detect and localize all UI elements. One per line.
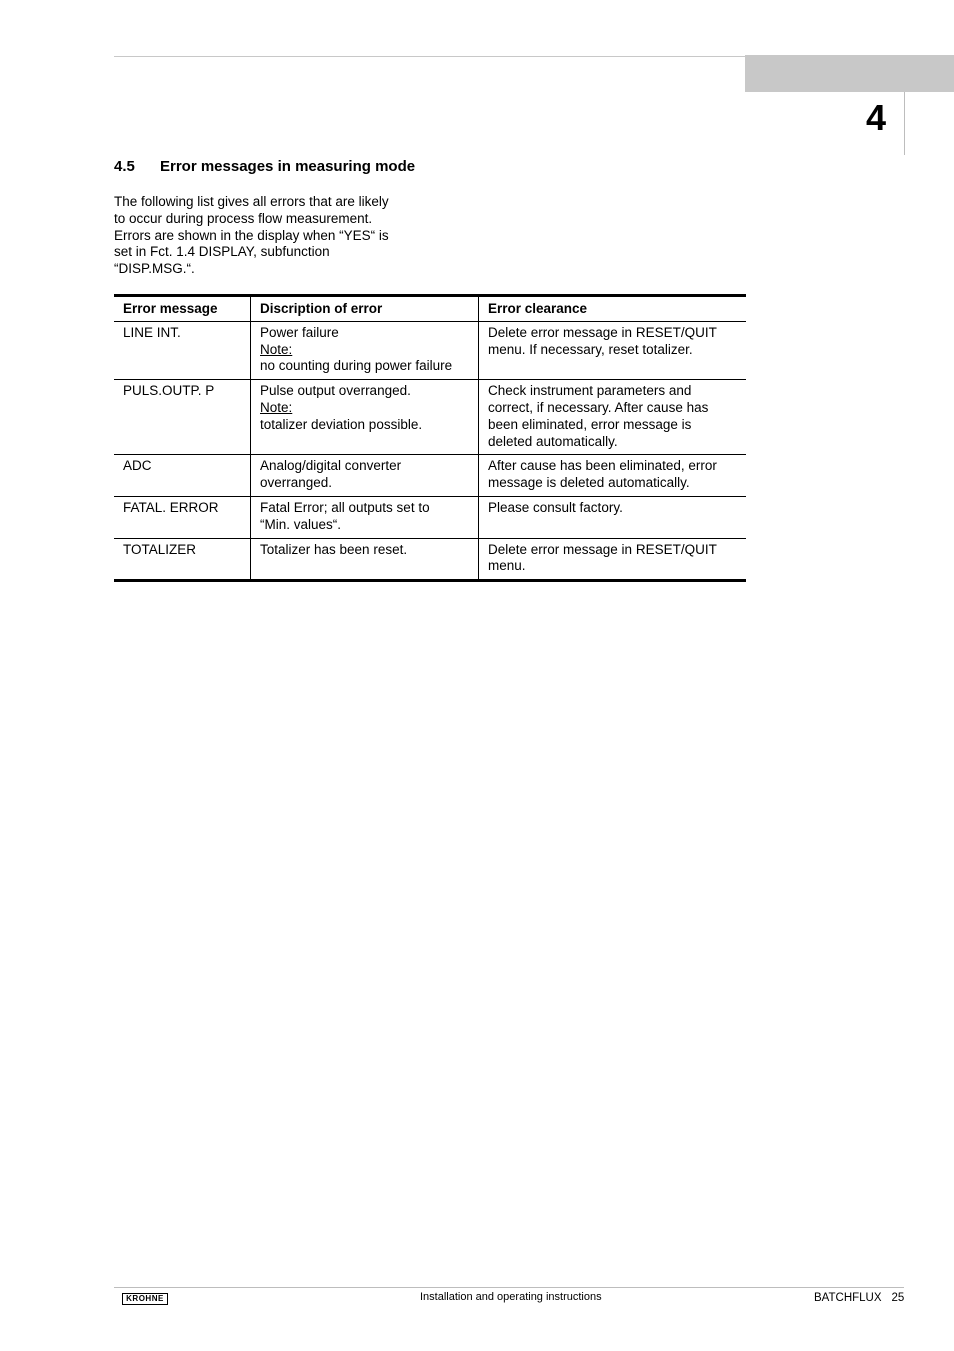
intro-line: Errors are shown in the display when “YES“ is	[114, 227, 389, 243]
error-message-cell: PULS.OUTP. P	[114, 380, 251, 455]
intro-paragraph	[114, 194, 414, 278]
clearance-line: Please consult factory.	[488, 499, 623, 515]
clearance-line: Delete error message in RESET/QUIT	[488, 324, 717, 340]
table-row	[114, 321, 746, 379]
intro-line: set in Fct. 1.4 DISPLAY, subfunction	[114, 244, 330, 260]
clearance-cell	[479, 455, 747, 497]
chapter-divider	[904, 92, 905, 155]
description-line: totalizer deviation possible.	[260, 416, 423, 432]
table-row	[114, 496, 746, 538]
intro-line: to occur during process flow measurement.	[114, 210, 373, 226]
description-line: no counting during power failure	[260, 358, 453, 374]
krohne-logo: KROHNE	[122, 1293, 168, 1305]
footer-rule	[114, 1287, 904, 1288]
footer-product-info	[814, 1292, 904, 1305]
description-cell	[251, 380, 479, 455]
clearance-cell	[479, 321, 747, 379]
intro-line: The following list gives all errors that are likely	[114, 194, 389, 209]
description-line: Power failure	[260, 324, 339, 340]
header-clearance: Error clearance	[479, 296, 747, 322]
error-message-cell: ADC	[114, 455, 251, 497]
intro-line: “DISP.MSG.“.	[114, 261, 195, 277]
clearance-line: been eliminated, error message is	[488, 416, 692, 432]
clearance-cell	[479, 538, 747, 581]
description-cell	[251, 455, 479, 497]
description-line: overranged.	[260, 475, 333, 491]
error-message-cell: TOTALIZER	[114, 538, 251, 581]
footer-product-name: BATCHFLUX	[814, 1292, 882, 1304]
error-table	[114, 294, 746, 582]
note-label: Note:	[260, 399, 293, 415]
clearance-line: menu. If necessary, reset totalizer.	[488, 341, 693, 357]
footer-document-title: Installation and operating instructions	[420, 1291, 602, 1303]
clearance-line: message is deleted automatically.	[488, 475, 690, 491]
error-message-cell: FATAL. ERROR	[114, 496, 251, 538]
description-cell	[251, 321, 479, 379]
table-row	[114, 380, 746, 455]
chapter-number: 4	[866, 97, 887, 138]
header-rule	[114, 56, 746, 57]
clearance-line: Delete error message in RESET/QUIT	[488, 541, 717, 557]
description-line: Analog/digital converter	[260, 458, 402, 474]
chapter-tab	[745, 55, 954, 92]
note-label: Note:	[260, 341, 293, 357]
section-title: Error messages in measuring mode	[160, 158, 416, 175]
clearance-line: menu.	[488, 558, 526, 574]
header-description: Discription of error	[251, 296, 479, 322]
section-heading	[114, 157, 415, 177]
page-number: 25	[891, 1292, 905, 1304]
table-header-row	[114, 296, 746, 322]
description-line: Totalizer has been reset.	[260, 541, 408, 557]
section-number: 4.5	[114, 158, 135, 175]
table-row	[114, 538, 746, 581]
header-error-message: Error message	[114, 296, 251, 322]
description-line: Pulse output overranged.	[260, 383, 411, 399]
clearance-line: deleted automatically.	[488, 433, 618, 449]
clearance-cell	[479, 380, 747, 455]
clearance-line: Check instrument parameters and	[488, 383, 692, 399]
table-row	[114, 455, 746, 497]
error-message-cell: LINE INT.	[114, 321, 251, 379]
clearance-line: After cause has been eliminated, error	[488, 458, 717, 474]
description-cell	[251, 538, 479, 581]
clearance-cell	[479, 496, 747, 538]
description-line: “Min. values“.	[260, 516, 342, 532]
clearance-line: correct, if necessary. After cause has	[488, 399, 709, 415]
description-line: Fatal Error; all outputs set to	[260, 499, 430, 515]
description-cell	[251, 496, 479, 538]
